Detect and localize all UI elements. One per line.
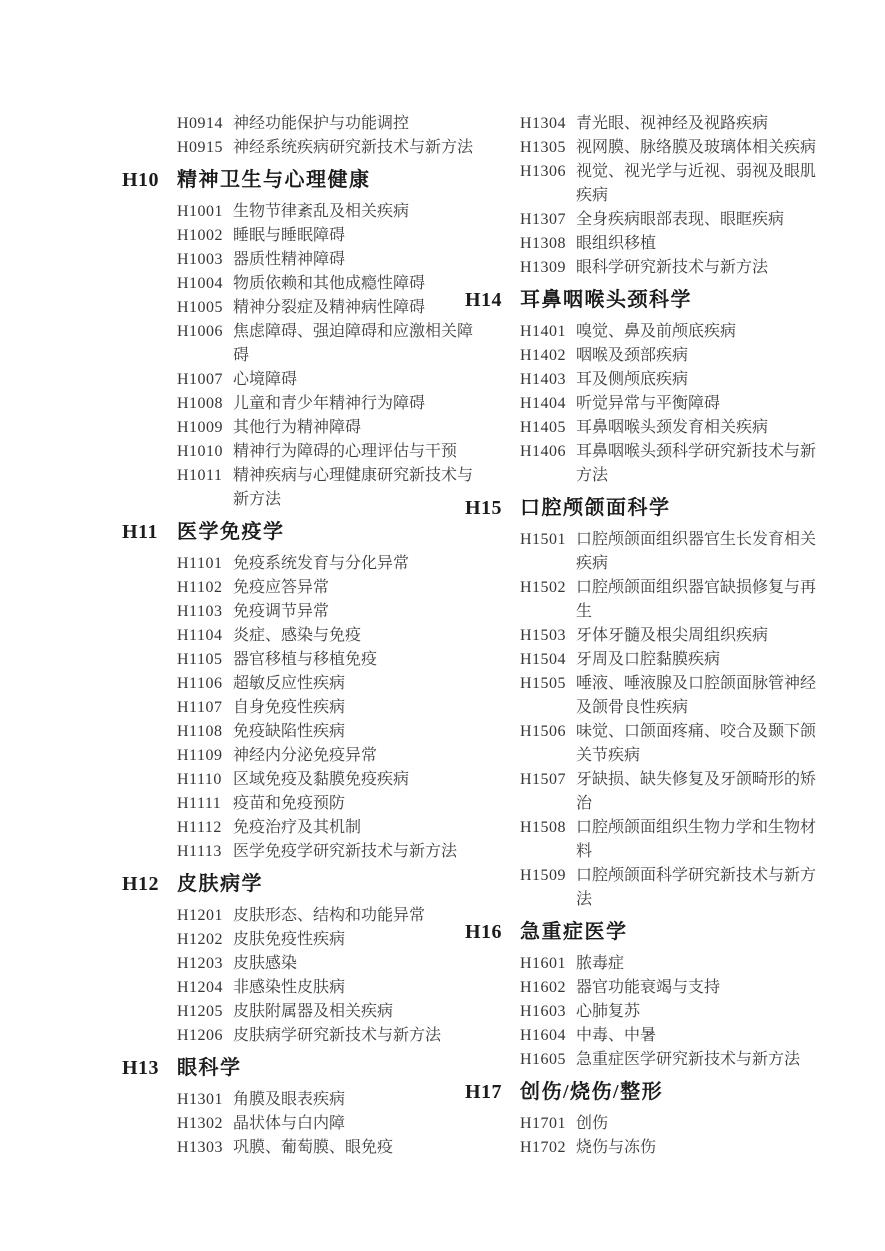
- entry-text: 皮肤附属器及相关疾病: [233, 1003, 394, 1020]
- entry-text: 心肺复苏: [576, 1003, 641, 1020]
- entry-text: 眼科学研究新技术与新方法: [576, 259, 769, 276]
- entry-code: H1403: [520, 371, 567, 388]
- entry-text: 医学免疫学研究新技术与新方法: [233, 843, 458, 860]
- entry-text: 视网膜、脉络膜及玻璃体相关疾病: [576, 139, 817, 156]
- section-title: 皮肤病学: [177, 873, 263, 895]
- entry-row: [465, 208, 865, 232]
- entry-row: [122, 1000, 490, 1024]
- entry-text: 皮肤形态、结构和功能异常: [233, 907, 426, 924]
- entry-row: [122, 952, 490, 976]
- entry-text: 超敏反应性疾病: [233, 675, 346, 692]
- entry-code: H1307: [520, 211, 567, 228]
- entry-text: 区域免疫及黏膜免疫疾病: [233, 771, 410, 788]
- entry-row: [122, 1024, 490, 1048]
- entry-text: 精神行为障碍的心理评估与干预: [233, 443, 458, 460]
- entry-text: 心境障碍: [233, 371, 298, 388]
- entry-row: [465, 256, 865, 280]
- entry-row: [122, 112, 490, 136]
- entry-code: H1113: [177, 843, 222, 860]
- entry-text: 青光眼、视神经及视路疾病: [576, 115, 769, 132]
- entry-row: [465, 1136, 865, 1160]
- entry-code: H1104: [177, 627, 223, 644]
- entry-code: H1103: [177, 603, 223, 620]
- entry-row: [122, 840, 490, 864]
- entry-row: [122, 320, 490, 368]
- entry-text: 口腔颅颌面科学研究新技术与新方法: [576, 867, 817, 908]
- entry-text: 免疫系统发育与分化异常: [233, 555, 410, 572]
- entry-code: H1404: [520, 395, 567, 412]
- entry-code: H1008: [177, 395, 224, 412]
- entry-text: 儿童和青少年精神行为障碍: [233, 395, 426, 412]
- entry-code: H1101: [177, 555, 223, 572]
- entry-code: H1010: [177, 443, 224, 460]
- entry-row: [122, 296, 490, 320]
- section-title: 急重症医学: [520, 921, 628, 943]
- entry-text: 器官移植与移植免疫: [233, 651, 378, 668]
- entry-text: 生物节律紊乱及相关疾病: [233, 203, 410, 220]
- entry-row: [122, 552, 490, 576]
- entry-row: [122, 464, 490, 512]
- section-title: 眼科学: [177, 1057, 242, 1079]
- entry-row: [465, 440, 865, 488]
- entry-text: 皮肤病学研究新技术与新方法: [233, 1027, 442, 1044]
- entry-text: 味觉、口颌面疼痛、咬合及颞下颌关节疾病: [576, 723, 817, 764]
- entry-text: 免疫应答异常: [233, 579, 330, 596]
- entry-text: 非感染性皮肤病: [233, 979, 346, 996]
- entry-code: H1110: [177, 771, 222, 788]
- entry-text: 其他行为精神障碍: [233, 419, 362, 436]
- entry-code: H1406: [520, 443, 567, 460]
- entry-text: 唾液、唾液腺及口腔颌面脉管神经及颌骨良性疾病: [576, 675, 817, 716]
- entry-text: 咽喉及颈部疾病: [576, 347, 689, 364]
- entry-code: H1206: [177, 1027, 224, 1044]
- entry-text: 牙缺损、缺失修复及牙颌畸形的矫治: [576, 771, 817, 812]
- entry-text: 中毒、中暑: [576, 1027, 657, 1044]
- entry-code: H1006: [177, 323, 224, 340]
- entry-code: H1601: [520, 955, 567, 972]
- entry-row: [122, 600, 490, 624]
- section-code: H16: [465, 921, 503, 943]
- entry-row: [122, 1136, 490, 1160]
- entry-row: [122, 672, 490, 696]
- entry-text: 自身免疫性疾病: [233, 699, 346, 716]
- entry-row: [465, 720, 865, 768]
- entry-row: [122, 440, 490, 464]
- entry-row: [122, 976, 490, 1000]
- entry-code: H1112: [177, 819, 222, 836]
- entry-code: H1009: [177, 419, 224, 436]
- entry-code: H1304: [520, 115, 567, 132]
- entry-row: [122, 928, 490, 952]
- entry-text: 神经功能保护与功能调控: [233, 115, 410, 132]
- entry-row: [465, 864, 865, 912]
- entry-text: 物质依赖和其他成瘾性障碍: [233, 275, 426, 292]
- entry-text: 听觉异常与平衡障碍: [576, 395, 721, 412]
- entry-code: H1201: [177, 907, 224, 924]
- entry-text: 炎症、感染与免疫: [233, 627, 362, 644]
- entry-text: 牙周及口腔黏膜疾病: [576, 651, 721, 668]
- entry-text: 角膜及眼表疾病: [233, 1091, 346, 1108]
- entry-text: 皮肤感染: [233, 955, 298, 972]
- entry-code: H1203: [177, 955, 224, 972]
- entry-row: [122, 1088, 490, 1112]
- entry-row: [122, 816, 490, 840]
- entry-text: 睡眠与睡眠障碍: [233, 227, 346, 244]
- section-code: H10: [122, 169, 160, 191]
- entry-code: H1301: [177, 1091, 224, 1108]
- entry-code: H1106: [177, 675, 223, 692]
- entry-code: H1007: [177, 371, 224, 388]
- entry-text: 视觉、视光学与近视、弱视及眼肌疾病: [576, 163, 817, 204]
- entry-row: [122, 648, 490, 672]
- section-title: 精神卫生与心理健康: [177, 169, 371, 191]
- entry-row: [465, 624, 865, 648]
- entry-row: [465, 1000, 865, 1024]
- entry-row: [465, 768, 865, 816]
- section-row: [122, 1053, 490, 1083]
- entry-code: H1402: [520, 347, 567, 364]
- entry-row: [465, 576, 865, 624]
- entry-code: H1003: [177, 251, 224, 268]
- entry-text: 创伤: [576, 1115, 609, 1132]
- entry-code: H1205: [177, 1003, 224, 1020]
- entry-code: H1105: [177, 651, 223, 668]
- section-row: [465, 917, 865, 947]
- section-code: H11: [122, 521, 158, 543]
- entry-text: 脓毒症: [576, 955, 625, 972]
- entry-code: H1309: [520, 259, 567, 276]
- section-code: H14: [465, 289, 503, 311]
- entry-row: [465, 528, 865, 576]
- section-row: [465, 493, 865, 523]
- entry-row: [122, 904, 490, 928]
- entry-row: [465, 672, 865, 720]
- entry-text: 巩膜、葡萄膜、眼免疫: [233, 1139, 394, 1156]
- entry-row: [122, 576, 490, 600]
- entry-row: [465, 320, 865, 344]
- entry-code: H1004: [177, 275, 224, 292]
- entry-text: 免疫调节异常: [233, 603, 330, 620]
- entry-text: 器质性精神障碍: [233, 251, 346, 268]
- entry-text: 皮肤免疫性疾病: [233, 931, 346, 948]
- section-title: 口腔颅颌面科学: [520, 497, 671, 519]
- entry-code: H1109: [177, 747, 223, 764]
- entry-text: 精神疾病与心理健康研究新技术与新方法: [233, 467, 474, 508]
- section-title: 医学免疫学: [177, 521, 285, 543]
- entry-text: 疫苗和免疫预防: [233, 795, 346, 812]
- section-row: [465, 285, 865, 315]
- entry-code: H1107: [177, 699, 223, 716]
- entry-text: 晶状体与白内障: [233, 1115, 346, 1132]
- entry-code: H1302: [177, 1115, 224, 1132]
- section-row: [122, 165, 490, 195]
- entry-text: 耳鼻咽喉头颈发育相关疾病: [576, 419, 769, 436]
- entry-code: H0914: [177, 115, 224, 132]
- entry-row: [465, 648, 865, 672]
- entry-text: 烧伤与冻伤: [576, 1139, 657, 1156]
- entry-code: H1204: [177, 979, 224, 996]
- entry-code: H1011: [177, 467, 223, 484]
- right-column: [465, 112, 865, 1160]
- entry-code: H1202: [177, 931, 224, 948]
- entry-row: [122, 368, 490, 392]
- entry-text: 免疫缺陷性疾病: [233, 723, 346, 740]
- entry-text: 焦虑障碍、强迫障碍和应激相关障碍: [233, 323, 474, 364]
- entry-row: [122, 392, 490, 416]
- entry-row: [122, 744, 490, 768]
- entry-text: 口腔颅颌面组织器官缺损修复与再生: [576, 579, 817, 620]
- entry-row: [465, 368, 865, 392]
- entry-row: [465, 1048, 865, 1072]
- entry-code: H0915: [177, 139, 224, 156]
- entry-text: 牙体牙髓及根尖周组织疾病: [576, 627, 769, 644]
- entry-row: [465, 344, 865, 368]
- entry-text: 神经内分泌免疫异常: [233, 747, 378, 764]
- entry-code: H1502: [520, 579, 567, 596]
- entry-code: H1506: [520, 723, 567, 740]
- section-row: [465, 1077, 865, 1107]
- entry-text: 耳鼻咽喉头颈科学研究新技术与新方法: [576, 443, 817, 484]
- entry-row: [465, 136, 865, 160]
- entry-code: H1605: [520, 1051, 567, 1068]
- entry-row: [122, 248, 490, 272]
- entry-text: 口腔颅颌面组织生物力学和生物材料: [576, 819, 817, 860]
- entry-code: H1405: [520, 419, 567, 436]
- entry-row: [122, 136, 490, 160]
- entry-text: 口腔颅颌面组织器官生长发育相关疾病: [576, 531, 817, 572]
- entry-code: H1602: [520, 979, 567, 996]
- entry-row: [122, 272, 490, 296]
- entry-row: [465, 112, 865, 136]
- entry-code: H1308: [520, 235, 567, 252]
- entry-row: [465, 160, 865, 208]
- entry-code: H1505: [520, 675, 567, 692]
- entry-row: [122, 224, 490, 248]
- section-title: 耳鼻咽喉头颈科学: [520, 289, 692, 311]
- entry-code: H1603: [520, 1003, 567, 1020]
- entry-row: [465, 1024, 865, 1048]
- entry-row: [465, 1112, 865, 1136]
- entry-row: [122, 416, 490, 440]
- entry-row: [122, 720, 490, 744]
- entry-code: H1604: [520, 1027, 567, 1044]
- entry-text: 眼组织移植: [576, 235, 657, 252]
- entry-code: H1503: [520, 627, 567, 644]
- left-column: [122, 112, 490, 1160]
- entry-row: [122, 768, 490, 792]
- entry-row: [465, 416, 865, 440]
- entry-code: H1401: [520, 323, 567, 340]
- entry-row: [122, 1112, 490, 1136]
- entry-row: [122, 792, 490, 816]
- entry-code: H1306: [520, 163, 567, 180]
- entry-code: H1508: [520, 819, 567, 836]
- entry-text: 全身疾病眼部表现、眼眶疾病: [576, 211, 785, 228]
- entry-text: 嗅觉、鼻及前颅底疾病: [576, 323, 737, 340]
- entry-code: H1507: [520, 771, 567, 788]
- entry-row: [465, 816, 865, 864]
- entry-code: H1701: [520, 1115, 567, 1132]
- entry-row: [465, 976, 865, 1000]
- entry-code: H1509: [520, 867, 567, 884]
- entry-row: [465, 232, 865, 256]
- entry-code: H1504: [520, 651, 567, 668]
- entry-code: H1108: [177, 723, 223, 740]
- section-code: H12: [122, 873, 160, 895]
- entry-text: 免疫治疗及其机制: [233, 819, 362, 836]
- entry-text: 耳及侧颅底疾病: [576, 371, 689, 388]
- entry-code: H1303: [177, 1139, 224, 1156]
- section-code: H15: [465, 497, 503, 519]
- entry-code: H1102: [177, 579, 223, 596]
- entry-row: [122, 200, 490, 224]
- section-code: H13: [122, 1057, 160, 1079]
- section-row: [122, 869, 490, 899]
- entry-code: H1005: [177, 299, 224, 316]
- entry-text: 神经系统疾病研究新技术与新方法: [233, 139, 474, 156]
- entry-text: 急重症医学研究新技术与新方法: [576, 1051, 801, 1068]
- section-code: H17: [465, 1081, 503, 1103]
- section-title: 创伤/烧伤/整形: [520, 1081, 664, 1103]
- entry-code: H1111: [177, 795, 222, 812]
- entry-code: H1305: [520, 139, 567, 156]
- entry-code: H1702: [520, 1139, 567, 1156]
- entry-row: [465, 392, 865, 416]
- entry-code: H1501: [520, 531, 567, 548]
- entry-row: [122, 696, 490, 720]
- entry-text: 器官功能衰竭与支持: [576, 979, 721, 996]
- section-row: [122, 517, 490, 547]
- entry-row: [465, 952, 865, 976]
- entry-code: H1002: [177, 227, 224, 244]
- entry-text: 精神分裂症及精神病性障碍: [233, 299, 426, 316]
- entry-code: H1001: [177, 203, 224, 220]
- entry-row: [122, 624, 490, 648]
